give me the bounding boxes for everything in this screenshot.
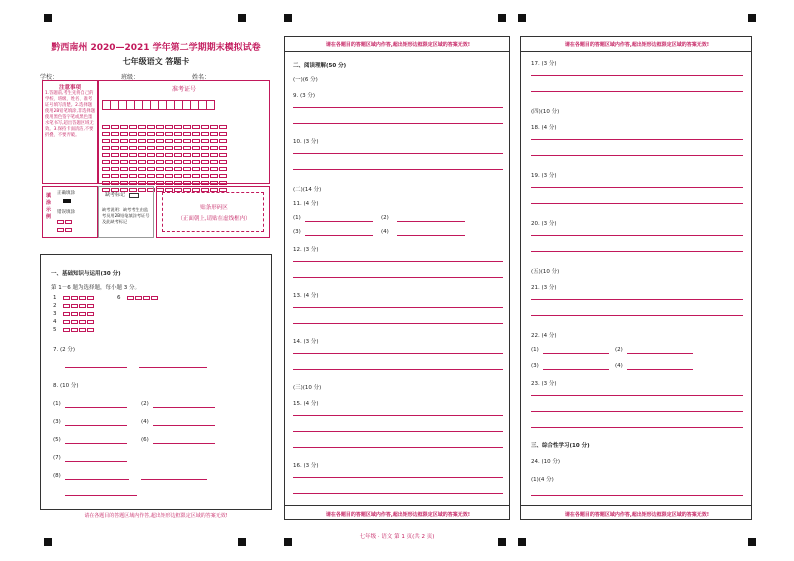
q8-answer-line[interactable] [153, 425, 215, 426]
q8-item-label: (6) [141, 437, 149, 443]
answer-line[interactable] [531, 203, 743, 204]
timing-mark [238, 14, 246, 22]
q21-label: 21. (3 分) [531, 285, 557, 291]
q8-answer-line[interactable] [65, 443, 127, 444]
fill-example-label: 填涂示例 [46, 193, 52, 220]
timing-mark [748, 14, 756, 22]
mc-option-bubble[interactable] [63, 312, 70, 316]
mc-option-bubble[interactable] [87, 296, 94, 300]
mc-number: 2 [53, 303, 57, 309]
mc-number: 5 [53, 327, 57, 333]
q11-item-3: (3) [293, 229, 301, 235]
mc-option-bubble[interactable] [127, 296, 134, 300]
q11-item-4: (4) [381, 229, 389, 235]
panel2-footer: 请在各题目的答题区域内作答,超出矩形边框限定区域的答案无效! [325, 512, 471, 518]
exam-bubble-row [102, 179, 269, 186]
q8-item-label: (4) [141, 419, 149, 425]
q8-answer-line[interactable] [65, 479, 129, 480]
mc-option-bubble[interactable] [71, 328, 78, 332]
exam-digit-cell[interactable] [206, 100, 215, 110]
section3-title: 三、综合性学习(10 分) [531, 443, 590, 449]
exam-title: 黔西南州 2020—2021 学年第二学期期末模拟试卷 [51, 43, 261, 53]
mc-option-bubble[interactable] [79, 328, 86, 332]
sub4-label: (四)(10 分) [531, 109, 560, 115]
fill-example-box [42, 186, 98, 238]
answer-line[interactable] [531, 139, 743, 140]
answer-line[interactable] [531, 495, 743, 496]
exam-number-bubbles[interactable] [102, 116, 269, 186]
q12-label: 12. (3 分) [293, 247, 319, 253]
wrong-fill-samples [57, 219, 73, 225]
exam-bubble-row [102, 137, 269, 144]
panel-right [520, 36, 752, 520]
mc-option-bubble[interactable] [79, 320, 86, 324]
notice-title: 注意事项 [58, 85, 81, 91]
timing-mark [518, 14, 526, 22]
q11-answer-line[interactable] [305, 221, 373, 222]
mc-option-bubble[interactable] [87, 320, 94, 324]
mc-option-bubble[interactable] [71, 312, 78, 316]
answer-line[interactable] [293, 369, 503, 370]
panel1-footer: 请在各题目的答题区域内作答,超出矩形边框限定区域的答案无效! [84, 513, 228, 519]
mc-option-bubble[interactable] [143, 296, 150, 300]
school-field[interactable]: 学校： [40, 72, 118, 81]
timing-mark [284, 14, 292, 22]
timing-mark [44, 14, 52, 22]
mc-option-bubble[interactable] [79, 304, 86, 308]
exam-number-label: 准考证号 [171, 86, 196, 93]
panel-left [40, 40, 272, 81]
answer-line[interactable] [293, 415, 503, 416]
page-footer: 七年级 · 语文 第 1 页(共 2 页) [359, 534, 435, 540]
mc-note: 第 1－6 题为选择题，每小题 3 分。 [51, 285, 140, 291]
answer-line[interactable] [531, 235, 743, 236]
mc-option-bubble[interactable] [79, 296, 86, 300]
timing-mark [748, 538, 756, 546]
wrong-fill-samples-2 [57, 227, 73, 233]
section2-title: 二、阅读理解(50 分) [293, 63, 347, 69]
sub1-label: (一)(6 分) [293, 77, 318, 83]
panel3-footer: 请在各题目的答题区域内作答,超出矩形边框限定区域的答案无效! [564, 512, 710, 518]
exam-bubble-row [102, 144, 269, 151]
correct-fill-sample [63, 199, 71, 203]
answer-line[interactable] [293, 277, 503, 278]
exam-bubble-row [102, 172, 269, 179]
mc-number: 6 [117, 295, 121, 301]
exam-bubble-row [102, 165, 269, 172]
answer-line[interactable] [531, 155, 743, 156]
answer-line[interactable] [293, 169, 503, 170]
class-field[interactable]: 班级： [121, 72, 189, 81]
timing-mark [44, 538, 52, 546]
missing-note: 缺考说明：缺考考生由监考员用2B铅笔填涂考证号及此缺考标记 [102, 207, 150, 224]
q22-answer-line[interactable] [627, 369, 693, 370]
panel2-header: 请在各题目的答题区域内作答,超出矩形边框限定区域的答案无效! [325, 42, 471, 48]
q22-answer-line[interactable] [543, 353, 609, 354]
section1-title: 一、基础知识与运用(30 分) [51, 271, 121, 277]
q15-label: 15. (4 分) [293, 401, 319, 407]
mc-number: 4 [53, 319, 57, 325]
answer-line[interactable] [293, 493, 503, 494]
answer-line[interactable] [531, 187, 743, 188]
answer-line[interactable] [531, 91, 743, 92]
name-field[interactable]: 姓名： [192, 72, 270, 81]
exam-bubble-row [102, 130, 269, 137]
q8-item-label: (8) [53, 473, 61, 479]
mc-row [53, 303, 159, 311]
mc-row [53, 319, 159, 327]
answer-line[interactable] [531, 75, 743, 76]
q20-label: 20. (3 分) [531, 221, 557, 227]
q8-answer-line[interactable] [65, 461, 127, 462]
q8-item-label: (1) [53, 401, 61, 407]
timing-mark [238, 538, 246, 546]
q22-label: 22. (4 分) [531, 333, 557, 339]
timing-mark [518, 538, 526, 546]
panel-middle [284, 36, 510, 520]
q8-answer-line[interactable] [153, 443, 215, 444]
barcode-label: 贴条形码区 [200, 205, 228, 211]
answer-line[interactable] [531, 411, 743, 412]
sub2-label: (二)(14 分) [293, 187, 322, 193]
answer-line[interactable] [531, 251, 743, 252]
answer-line[interactable] [293, 447, 503, 448]
answer-line[interactable] [293, 477, 503, 478]
q11-answer-line[interactable] [397, 235, 465, 236]
exam-bubble-row [102, 151, 269, 158]
exam-subtitle: 七年级语文 答题卡 [122, 57, 190, 66]
q8-answer-line[interactable] [65, 407, 127, 408]
q18-label: 18. (4 分) [531, 125, 557, 131]
mc-option-bubble[interactable] [135, 296, 142, 300]
mc-option-bubble[interactable] [87, 312, 94, 316]
q7-label: 7. (2 分) [53, 347, 76, 353]
sub3-label: (三)(10 分) [293, 385, 322, 391]
q11-item-1: (1) [293, 215, 301, 221]
q22-answer-line[interactable] [543, 369, 609, 370]
missing-label: 缺考标记 [105, 192, 126, 198]
panel3-header: 请在各题目的答题区域内作答,超出矩形边框限定区域的答案无效! [564, 42, 710, 48]
q24-1-label: (1)(4 分) [531, 477, 554, 483]
notice-text: 1.答题前,考生先将自己的学校、班级、姓名、准考证号填写清楚。2.选择题使用2B铅笔填涂,非选择题使用黑色签字笔或黑色墨水笔书写,超出答题区域无效。3.保持卡面清洁,不要折叠、不要弄破。 [45, 91, 96, 138]
q11-item-2: (2) [381, 215, 389, 221]
barcode-note: （正面朝上,请贴在虚线框内） [177, 216, 251, 222]
q24-label: 24. (10 分) [531, 459, 561, 465]
q16-label: 16. (3 分) [293, 463, 319, 469]
exam-bubble-row [102, 158, 269, 165]
mc-option-bubble[interactable] [71, 296, 78, 300]
q19-label: 19. (3 分) [531, 173, 557, 179]
q8-answer-line[interactable] [141, 479, 207, 480]
mc-number: 1 [53, 295, 57, 301]
q13-label: 13. (4 分) [293, 293, 319, 299]
section1-box [40, 254, 272, 510]
answer-line[interactable] [293, 123, 503, 124]
answer-line[interactable] [293, 353, 503, 354]
q7-answer-line[interactable] [139, 367, 207, 368]
answer-line[interactable] [293, 261, 503, 262]
wrong-fill-label: 错误填涂 [57, 210, 75, 215]
answer-line[interactable] [293, 323, 503, 324]
exam-bubble-row [102, 123, 269, 130]
answer-line[interactable] [293, 153, 503, 154]
q8-item-label: (3) [53, 419, 61, 425]
mc-option-bubble[interactable] [63, 328, 70, 332]
answer-line[interactable] [293, 307, 503, 308]
missing-exam-box [98, 186, 154, 238]
mc-option-bubble[interactable] [87, 328, 94, 332]
missing-checkbox[interactable] [129, 193, 139, 198]
mc-option-bubble[interactable] [151, 296, 158, 300]
q8-item-label: (2) [141, 401, 149, 407]
q11-answer-line[interactable] [305, 235, 373, 236]
q10-label: 10. (3 分) [293, 139, 319, 145]
answer-line[interactable] [531, 427, 743, 428]
notice-box [42, 80, 98, 184]
q22-item-2: (2) [615, 347, 623, 353]
q8-answer-line[interactable] [65, 495, 137, 496]
mc-option-bubble[interactable] [63, 296, 70, 300]
q22-item-4: (4) [615, 363, 623, 369]
answer-line[interactable] [531, 395, 743, 396]
barcode-area [156, 186, 270, 238]
exam-bubble-row [102, 116, 269, 123]
sub5-label: (五)(10 分) [531, 269, 560, 275]
answer-line[interactable] [293, 431, 503, 432]
q8-answer-line[interactable] [153, 407, 215, 408]
mc-option-bubble[interactable] [71, 320, 78, 324]
mc-option-bubble[interactable] [63, 304, 70, 308]
mc-row [53, 327, 159, 335]
q23-label: 23. (3 分) [531, 381, 557, 387]
mc-row [53, 311, 159, 319]
q8-answer-line[interactable] [65, 425, 127, 426]
q17-label: 17. (3 分) [531, 61, 557, 67]
q14-label: 14. (3 分) [293, 339, 319, 345]
mc-answer-area[interactable] [53, 295, 159, 335]
answer-line[interactable] [531, 299, 743, 300]
mc-option-bubble[interactable] [87, 304, 94, 308]
correct-fill-label: 正确填涂 [57, 191, 75, 196]
answer-line[interactable] [531, 315, 743, 316]
q11-label: 11. (4 分) [293, 201, 319, 207]
mc-number: 3 [53, 311, 57, 317]
exam-number-box [98, 80, 270, 184]
q22-item-3: (3) [531, 363, 539, 369]
exam-number-cells[interactable] [102, 95, 269, 114]
q8-item-label: (5) [53, 437, 61, 443]
barcode-dashed-frame [162, 192, 264, 232]
q7-answer-line[interactable] [65, 367, 127, 368]
mc-row [53, 295, 159, 303]
timing-mark [498, 14, 506, 22]
q22-answer-line[interactable] [627, 353, 693, 354]
q8-label: 8. (10 分) [53, 383, 79, 389]
q9-label: 9. (3 分) [293, 93, 316, 99]
q11-answer-line[interactable] [397, 221, 465, 222]
q22-item-1: (1) [531, 347, 539, 353]
mc-option-bubble[interactable] [71, 304, 78, 308]
answer-line[interactable] [293, 107, 503, 108]
q8-item-label: (7) [53, 455, 61, 461]
mc-option-bubble[interactable] [79, 312, 86, 316]
mc-option-bubble[interactable] [63, 320, 70, 324]
